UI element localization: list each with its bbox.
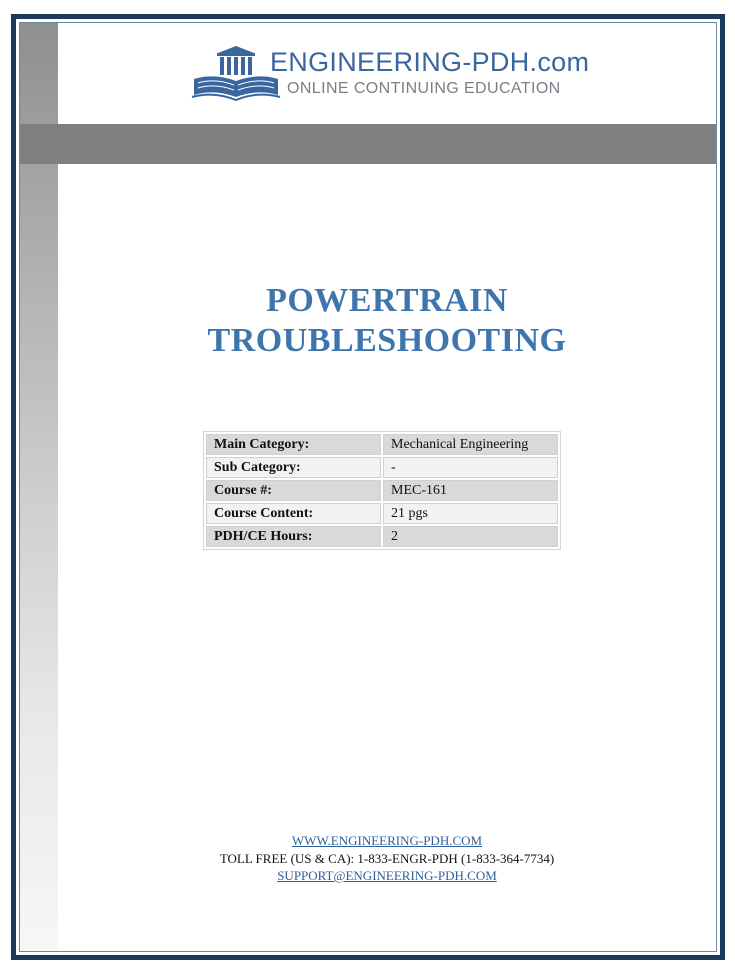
- course-content-label: Course Content:: [206, 503, 381, 524]
- pdh-hours-label: PDH/CE Hours:: [206, 526, 381, 547]
- building-book-icon: [190, 45, 282, 101]
- table-row: [206, 503, 558, 524]
- sub-category-value: -: [383, 457, 558, 478]
- table-row: [206, 480, 558, 501]
- course-title-line-1: POWERTRAIN: [266, 282, 508, 319]
- course-title: [58, 281, 716, 361]
- course-content-value: 21 pgs: [383, 503, 558, 524]
- page-inner-border: [19, 22, 717, 952]
- website-link[interactable]: WWW.ENGINEERING-PDH.COM: [291, 833, 483, 848]
- course-title-line-2: TROUBLESHOOTING: [207, 322, 567, 359]
- footer: [58, 832, 716, 885]
- logo-name: ENGINEERING-PDH.com: [270, 47, 590, 77]
- main-category-label: Main Category:: [206, 434, 381, 455]
- course-number-value: MEC-161: [383, 480, 558, 501]
- page-frame: [11, 14, 725, 960]
- phone-text: TOLL FREE (US & CA): 1-833-ENGR-PDH (1-833-364-7734): [219, 850, 555, 866]
- sub-category-label: Sub Category:: [206, 457, 381, 478]
- support-email-link[interactable]: SUPPORT@ENGINEERING-PDH.COM: [277, 868, 497, 883]
- logo: [190, 45, 590, 105]
- header-band: [20, 124, 716, 164]
- table-row: [206, 434, 558, 455]
- pdh-hours-value: 2: [383, 526, 558, 547]
- table-row: [206, 457, 558, 478]
- main-category-value: Mechanical Engineering: [383, 434, 558, 455]
- course-number-label: Course #:: [206, 480, 381, 501]
- table-row: [206, 526, 558, 547]
- logo-tagline: ONLINE CONTINUING EDUCATION: [287, 80, 561, 97]
- course-info-table: [203, 431, 561, 550]
